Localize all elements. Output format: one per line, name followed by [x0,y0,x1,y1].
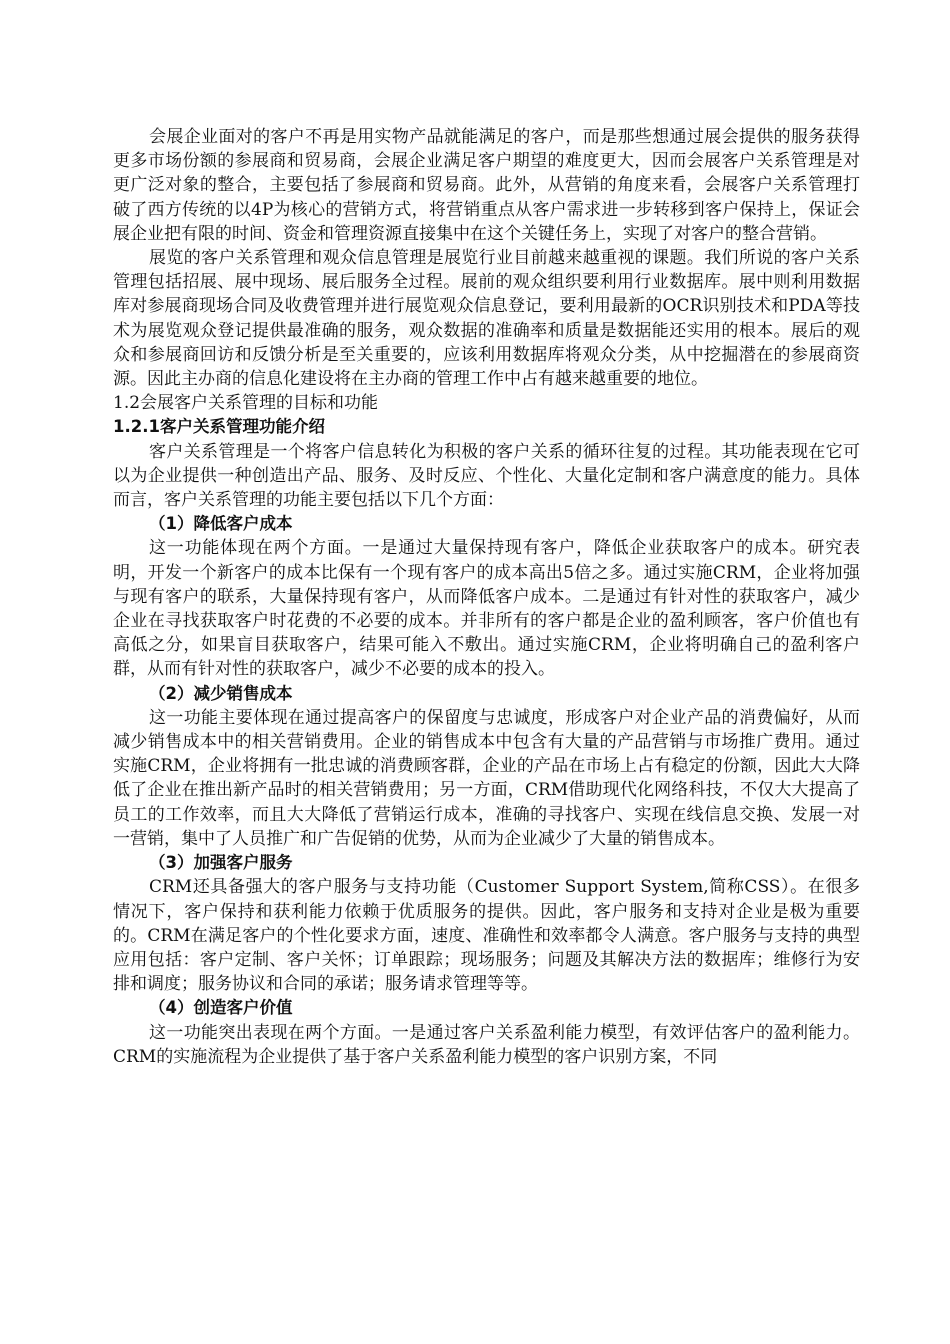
paragraph-reduce-customer-cost: 这一功能体现在两个方面。一是通过大量保持现有客户，降低企业获取客户的成本。研究表明，开发一个新客户的成本比保有一个现有客户的成本高出5倍之多。通过实施CRM，企业将加强与现有客户的联系，大量保持现有客户，从而降低客户成本。二是通过有针对性的获取客户，减少企业在寻找获取客户时花费的不必要的成本。并非所有的客户都是企业的盈利顾客，客户价值也有高低之分，如果盲目获取客户，结果可能入不敷出。通过实施CRM，企业将明确自己的盈利客户群，从而有针对性的获取客户，减少不必要的成本的投入。 [113,538,860,680]
paragraph-create-customer-value: 这一功能突出表现在两个方面。一是通过客户关系盈利能力模型，有效评估客户的盈利能力。CRM的实施流程为企业提供了基于客户关系盈利能力模型的客户识别方案，不同 [113,1022,860,1067]
paragraph-intro: 会展企业面对的客户不再是用实物产品就能满足的客户，而是那些想通过展会提供的服务获得更多市场份额的参展商和贸易商，会展企业满足客户期望的难度更大，因而会展客户关系管理是对更广泛对象的整合，主要包括了参展商和贸易商。此外，从营销的角度来看，会展客户关系管理打破了西方传统的以4P为核心的营销方式，将营销重点从客户需求进一步转移到客户保持上，保证会展企业把有限的时间、资金和管理资源直接集中在这个关键任务上，实现了对客户的整合营销。 [113,127,860,244]
section-heading-1-2: 1.2会展客户关系管理的目标和功能 [113,393,379,414]
subheading-reduce-customer-cost: （1）降低客户成本 [149,514,293,534]
subheading-customer-service: （3）加强客户服务 [149,853,293,873]
paragraph-customer-service: CRM还具备强大的客户服务与支持功能（Customer Support System,简称CSS）。在很多情况下，客户保持和获利能力依赖于优质服务的提供。因此，客户服务和支持对企业是极为重要的。CRM在满足客户的个性化要求方面，速度、准确性和效率都令人满意。客户服务与支持的典型应用包括：客户定制、客户关怀；订单跟踪；现场服务；问题及其解决方法的数据库；维修行为安排和调度；服务协议和合同的承诺；服务请求管理等等。 [113,877,860,995]
paragraph-exhibition-crm: 展览的客户关系管理和观众信息管理是展览行业目前越来越重视的课题。我们所说的客户关系管理包括招展、展中现场、展后服务全过程。展前的观众组织要利用行业数据库。展中则利用数据库对参展商现场合同及收费管理并进行展览观众信息登记，要利用最新的OCR识别技术和PDA等技术为展览观众登记提供最准确的服务，观众数据的准确率和质量是数据能还实用的根本。展后的观众和参展商回访和反馈分析是至关重要的，应该利用数据库将观众分类，从中挖掘潜在的参展商资源。因此主办商的信息化建设将在主办商的管理工作中占有越来越重要的地位。 [113,248,860,390]
subheading-reduce-sales-cost: （2）减少销售成本 [149,683,293,703]
paragraph-reduce-sales-cost: 这一功能主要体现在通过提高客户的保留度与忠诚度，形成客户对企业产品的消费偏好，从而减少销售成本中的相关营销费用。企业的销售成本中包含有大量的产品营销与市场推广费用。通过实施CRM，企业将拥有一批忠诚的消费顾客群，企业的产品在市场上占有稳定的份额，因此大大降低了企业在推出新产品时的相关营销费用；另一方面，CRM借助现代化网络科技，不仅大大提高了员工的工作效率，而且大大降低了营销运行成本，准确的寻找客户、实现在线信息交换、发展一对一营销，集中了人员推广和广告促销的优势，从而为企业减少了大量的销售成本。 [113,707,860,849]
subheading-create-customer-value: （4）创造客户价值 [149,998,293,1018]
section-heading-1-2-1: 1.2.1客户关系管理功能介绍 [113,417,325,437]
paragraph-crm-functions: 客户关系管理是一个将客户信息转化为积极的客户关系的循环往复的过程。其功能表现在它可以为企业提供一种创造出产品、服务、及时反应、个性化、大量化定制和客户满意度的能力。具体而言，客户关系管理的功能主要包括以下几个方面： [113,441,860,511]
